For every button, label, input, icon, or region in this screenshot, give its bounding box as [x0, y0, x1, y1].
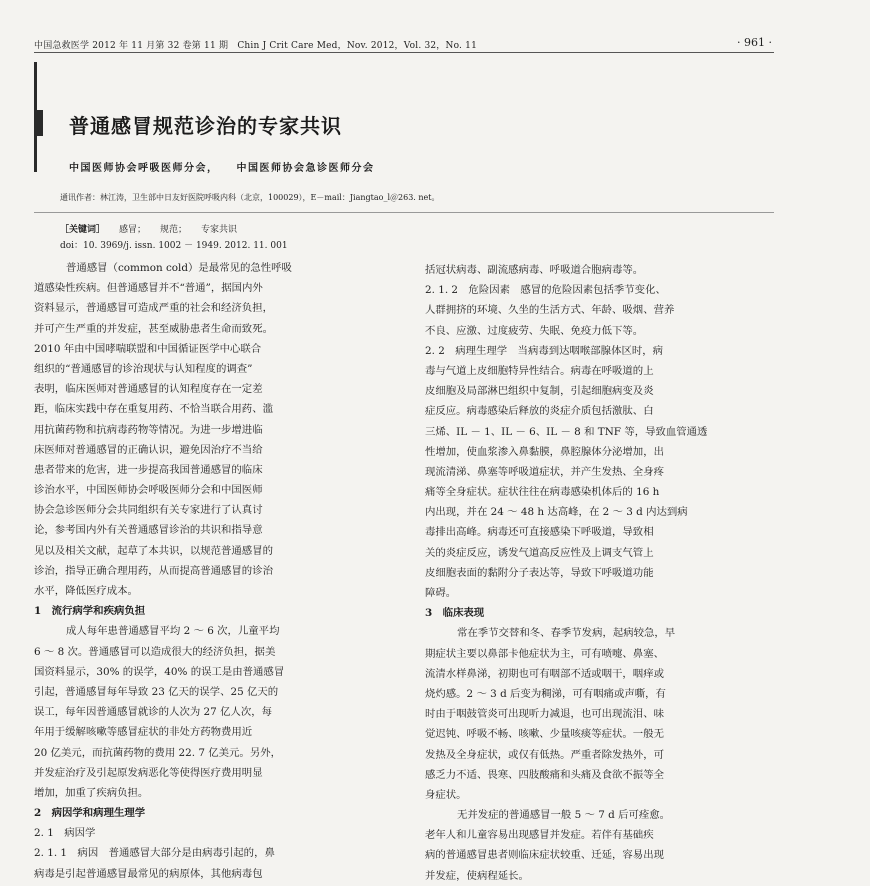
body-text-line: 组织的“普通感冒的诊治现状与认知程度的调查” [34, 362, 253, 375]
running-header: 中国急救医学 2012 年 11 月第 32 卷第 11 期 Chin J Crit Care Med，Nov. 2012，Vol. 32，No. 11 [34, 41, 478, 51]
body-text-line: 皮细胞表面的黏附分子表达等，导致下呼吸道功能 [425, 566, 654, 579]
body-text-line: 毒排出高峰。病毒还可直接感染下呼吸道，导致相 [425, 526, 654, 539]
body-text-line: 无并发症的普通感冒一般 5 ～ 7 d 后可痊愈。 [457, 809, 671, 822]
body-text-line: 病的普通感冒患者则临床症状较重、迁延，容易出现 [425, 849, 664, 862]
body-text-line: 成人每年患普通感冒平均 2 ～ 6 次，儿童平均 [66, 625, 280, 638]
body-text-line: 流清水样鼻涕，初期也可有咽部不适或咽干，咽痒或 [425, 667, 664, 680]
body-text-line: 年用于缓解咳嗽等感冒症状的非处方药物费用近 [34, 726, 253, 739]
body-text-line: 痛等全身症状。症状往往在病毒感染机体后的 16 h [425, 486, 660, 499]
body-text-line: 资料显示，普通感冒可造成严重的社会和经济负担， [34, 302, 273, 315]
body-text-line: 烧灼感。2 ～ 3 d 后变为稠涕，可有咽痛或声嘶，有 [425, 687, 666, 700]
body-text-line: 毒与气道上皮细胞特异性结合。病毒在呼吸道的上 [425, 364, 654, 377]
body-text-line: 感乏力不适、畏寒、四肢酸痛和头痛及食欲不振等全 [425, 768, 664, 781]
section-heading: 2 病因学和病理生理学 [34, 807, 146, 820]
body-right-column [425, 260, 795, 886]
correspondence-note: 通讯作者：林江涛，卫生部中日友好医院呼吸内科（北京，100029），E－mail：Jiangtao_l＠263. net。 [60, 193, 440, 202]
body-text-line: 不良、应激、过度疲劳、失眠、免疫力低下等。 [425, 324, 644, 337]
body-text-line: 关的炎症反应，诱发气道高反应性及上调支气管上 [425, 546, 654, 559]
title-block [34, 62, 777, 172]
body-text-line: 现流清涕、鼻塞等呼吸道症状，并产生发热、全身疼 [425, 465, 664, 478]
body-text-line: 协会急诊医师分会共同组织有关专家进行了认真讨 [34, 504, 263, 517]
body-text-line: 2010 年由中国哮喘联盟和中国循证医学中心联合 [34, 342, 262, 355]
body-text-line: 误工，每年因普通感冒就诊的人次为 27 亿人次，每 [34, 706, 273, 719]
body-text-line: 引起，普通感冒每年导致 23 亿天的误学、25 亿天的 [34, 685, 279, 698]
body-text-line: 2. 1. 1 病因 普通感冒大部分是由病毒引起的，鼻 [34, 847, 275, 860]
author-affiliation-1: 中国医师协会呼吸医师分会， [69, 163, 219, 174]
keywords-line [60, 222, 760, 235]
author-affiliation-2: 中国医师协会急诊医师分会 [236, 163, 375, 174]
body-text-line: 皮细胞及局部淋巴组织中复制，引起细胞病变及炎 [425, 385, 654, 398]
body-text-line: 并发症，使病程延长。 [425, 869, 529, 882]
body-text-line: 2. 1. 2 危险因素 感冒的危险因素包括季节变化、 [425, 284, 666, 297]
body-text-line: 床医师对普通感冒的正确认识，避免因治疗不当给 [34, 443, 263, 456]
body-text-line: 并可产生严重的并发症，甚至威胁患者生命而致死。 [34, 322, 273, 335]
body-text-line: 三烯、IL － 1、IL － 6、IL － 8 和 TNF 等，导致血管通透 [425, 425, 708, 438]
doi: doi：10. 3969/j. issn. 1002 － 1949. 2012. 11. 001 [60, 241, 288, 251]
title-accent-bar [37, 110, 43, 136]
body-text-line: 道感染性疾病。但普通感冒并不“普通”，据国内外 [34, 282, 263, 295]
article-title: 普通感冒规范诊治的专家共识 [69, 114, 342, 138]
keyword: 感冒； [119, 225, 147, 235]
body-text-line: 增加，加重了疾病负担。 [34, 786, 149, 799]
body-text-line: 普通感冒（common cold）是最常见的急性呼吸 [66, 262, 292, 274]
body-text-line: 水平，降低医疗成本。 [34, 585, 138, 597]
body-text-line: 发热及全身症状，或仅有低热。严重者除发热外，可 [425, 748, 664, 761]
body-text-line: 内出现，并在 24 ～ 48 h 达高峰，在 2 ～ 3 d 内达到病 [425, 506, 688, 519]
body-text-line: 老年人和儿童容易出现感冒并发症。若伴有基础疾 [425, 829, 654, 842]
body-text-line: 病毒是引起普通感冒最常见的病原体，其他病毒包 [34, 867, 263, 880]
body-text-line: 常在季节交替和冬、春季节发病，起病较急，早 [457, 627, 676, 640]
body-text-line: 诊治水平，中国医师协会呼吸医师分会和中国医师 [34, 484, 263, 497]
header-rule [34, 52, 774, 53]
body-text-line: 2. 2 病理生理学 当病毒到达咽喉部腺体区时，病 [425, 344, 664, 357]
body-left-column [34, 258, 404, 884]
body-text-line: 表明，临床医师对普通感冒的认知程度存在一定差 [34, 383, 263, 396]
body-text-line: 并发症治疗及引起原发病恶化等使得医疗费用明显 [34, 766, 263, 779]
keywords-label: ［关键词］ [60, 225, 106, 235]
body-text-line: 患者带来的危害，进一步提高我国普通感冒的临床 [34, 463, 263, 476]
body-text-line: 时由于咽鼓管炎可出现听力减退，也可出现流泪、味 [425, 708, 664, 721]
body-text-line: 2. 1 病因学 [34, 827, 96, 840]
body-text-line: 论，参考国内外有关普通感冒诊治的共识和指导意 [34, 524, 263, 537]
body-text-line: 距，临床实践中存在重复用药、不恰当联合用药、滥 [34, 403, 273, 416]
body-text-line: 觉迟钝、呼吸不畅、咳嗽、少量咳痰等症状。一般无 [425, 728, 664, 741]
body-text-line: 身症状。 [425, 788, 467, 801]
body-text-line: 症反应。病毒感染后释放的炎症介质包括激肽、白 [425, 405, 654, 418]
body-text-line: 期症状主要以鼻部卡他症状为主，可有喷嚏、鼻塞、 [425, 647, 664, 660]
body-text-line: 性增加，使血浆渗入鼻黏膜，鼻腔腺体分泌增加，出 [425, 445, 664, 458]
keyword: 专家共识 [201, 225, 238, 235]
section-divider [34, 212, 774, 213]
section-heading: 1 流行病学和疾病负担 [34, 605, 146, 618]
body-text-line: 括冠状病毒、副流感病毒、呼吸道合胞病毒等。 [425, 264, 644, 276]
section-heading: 3 临床表现 [425, 607, 485, 620]
body-text-line: 人群拥挤的环境、久坐的生活方式、年龄、吸烟、营养 [425, 304, 675, 317]
body-text-line: 诊治，指导正确合理用药，从而提高普通感冒的诊治 [34, 564, 273, 577]
body-text-line: 见以及相关文献，起草了本共识，以规范普通感冒的 [34, 544, 273, 557]
body-text-line: 6 ～ 8 次。普通感冒可以造成很大的经济负担，据美 [34, 645, 276, 658]
body-text-line: 20 亿美元，而抗菌药物的费用 22. 7 亿美元。另外， [34, 746, 281, 759]
body-text-line: 国资料显示，30% 的误学，40% 的误工是由普通感冒 [34, 665, 285, 678]
body-text-line: 用抗菌药物和抗病毒药物等情况。为进一步增进临 [34, 423, 263, 436]
page-number: · 961 · [737, 36, 772, 49]
keyword: 规范； [160, 225, 188, 235]
body-text-line: 障碍。 [425, 587, 457, 599]
author-affiliations [69, 159, 375, 174]
